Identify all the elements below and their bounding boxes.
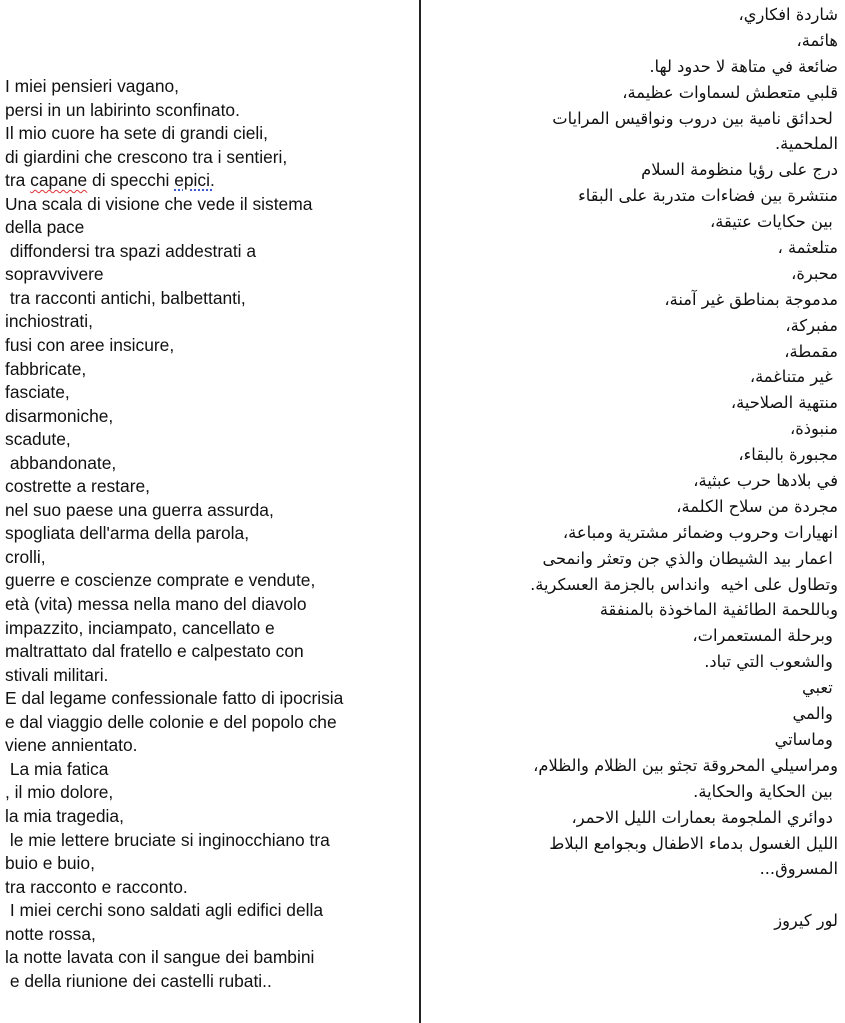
arabic-line: غير متناغمة، [749,367,838,387]
italian-poem [5,75,415,993]
italian-line: fasciate, [5,382,70,403]
arabic-line: وبرحلة المستعمرات، [692,626,838,646]
italian-line: scadute, [5,429,71,450]
italian-line: la notte lavata con il sangue dei bambini [5,947,315,968]
italian-line: I miei cerchi sono saldati agli edifici della [5,900,324,921]
arabic-line: الملحمية. [774,134,838,154]
italian-line: Il mio cuore ha sete di grandi cieli, [5,123,268,144]
arabic-line: انهيارات وحروب وضمائر مشترية ومباعة، [562,522,838,542]
italian-line [5,169,415,193]
italian-line: della pace [5,217,85,238]
italian-line: crolli, [5,546,46,567]
arabic-line: بين حكايات عتيقة، [710,212,838,232]
arabic-line: بين الحكاية والحكاية. [693,781,838,801]
italian-line: disarmoniche, [5,405,114,426]
column-divider [419,0,421,1023]
line-fragment: tra [5,170,31,191]
italian-line: guerre e coscienze comprate e vendute, [5,570,316,591]
arabic-line: متلعثمة ، [777,238,838,258]
arabic-line: والشعوب التي تباد. [704,652,838,672]
italian-line: la mia tragedia, [5,805,124,826]
arabic-line: وباللحمة الطائفية الماخوذة بالمنفقة [599,600,838,620]
italian-line: sopravvivere [5,264,104,285]
italian-line: maltrattato dal fratello e calpestato con [5,641,304,662]
italian-line: e dal viaggio delle colonie e del popolo che [5,711,337,732]
italian-line: età (vita) messa nella mano del diavolo [5,594,307,615]
italian-line: tra racconto e racconto. [5,876,188,897]
italian-line: costrette a restare, [5,476,150,497]
spellcheck-word: capane [30,170,88,191]
italian-line: abbandonate, [5,452,117,473]
arabic-poem [428,2,838,934]
italian-line: tra racconti antichi, balbettanti, [5,287,246,308]
arabic-line: لور كيروز [774,911,838,931]
italian-line: persi in un labirinto sconfinato. [5,99,240,120]
italian-line: diffondersi tra spazi addestrati a [5,240,257,261]
italian-line: viene annientato. [5,735,138,756]
arabic-line: في بلادها حرب عبثية، [693,471,838,491]
italian-line: le mie lettere bruciate si inginocchiano tra [5,829,330,850]
arabic-line: مدموجة بمناطق غير آمنة، [664,289,838,309]
italian-line: impazzito, inciampato, cancellato e [5,617,275,638]
arabic-line: ومراسيلي المحروقة تجثو بين الظلام والظلام، [533,755,838,775]
arabic-line: تعبي [801,678,838,698]
arabic-line: قلبي متعطش لسماوات عظيمة، [622,82,838,102]
italian-line: notte rossa, [5,923,96,944]
italian-line: , il mio dolore, [5,782,114,803]
arabic-line: مجبورة بالبقاء، [738,445,838,465]
arabic-line: منتشرة بين فضاءات متدربة على البقاء [578,186,838,206]
italian-line: e della riunione dei castelli rubati.. [5,970,272,991]
arabic-line: وتطاول على اخيه وانداس بالجزمة العسكرية. [530,574,838,594]
arabic-line: لحدائق نامية بين دروب ونواقيس المرايات [552,108,838,128]
arabic-line: مقمطة، [784,341,838,361]
arabic-line: والمي [792,704,838,724]
line-fragment: di specchi [87,170,175,191]
spellcheck-word: epici. [174,170,215,191]
italian-line: fabbricate, [5,358,87,379]
arabic-line: مجردة من سلاح الكلمة، [676,496,838,516]
italian-line: I miei pensieri vagano, [5,76,179,96]
arabic-line: وماساتي [774,729,838,749]
italian-line: inchiostrati, [5,311,93,332]
italian-line: di giardini che crescono tra i sentieri, [5,146,288,167]
italian-line: nel suo paese una guerra assurda, [5,499,274,520]
arabic-line: المسروق... [759,859,838,879]
italian-line: stivali militari. [5,664,109,685]
arabic-line: محبرة، [791,263,838,283]
arabic-line: هائمة، [796,30,838,50]
italian-line: Una scala di visione che vede il sistema [5,193,313,214]
arabic-line: منتهية الصلاحية، [730,393,838,413]
italian-line: E dal legame confessionale fatto di ipocrisia [5,688,344,709]
arabic-line [428,882,838,908]
arabic-line: الليل الغسول بدماء الاطفال وبجوامع البلاط [549,833,838,853]
italian-line: fusi con aree insicure, [5,335,175,356]
arabic-line: منبوذة، [790,419,838,439]
italian-line: spogliata dell'arma della parola, [5,523,250,544]
arabic-line: شاردة افكاري، [738,5,838,24]
arabic-line: اعمار بيد الشيطان والذي جن وتعثر وانمحى [542,548,838,568]
arabic-line: درج على رؤيا منظومة السلام [641,160,838,180]
arabic-line: ضائعة في متاهة لا حدود لها. [649,56,838,76]
italian-line: La mia fatica [5,758,109,779]
italian-line: buio e buio, [5,853,95,874]
arabic-line: مفبركة، [785,315,838,335]
arabic-line: دوائري الملجومة بعمارات الليل الاحمر، [571,807,838,827]
